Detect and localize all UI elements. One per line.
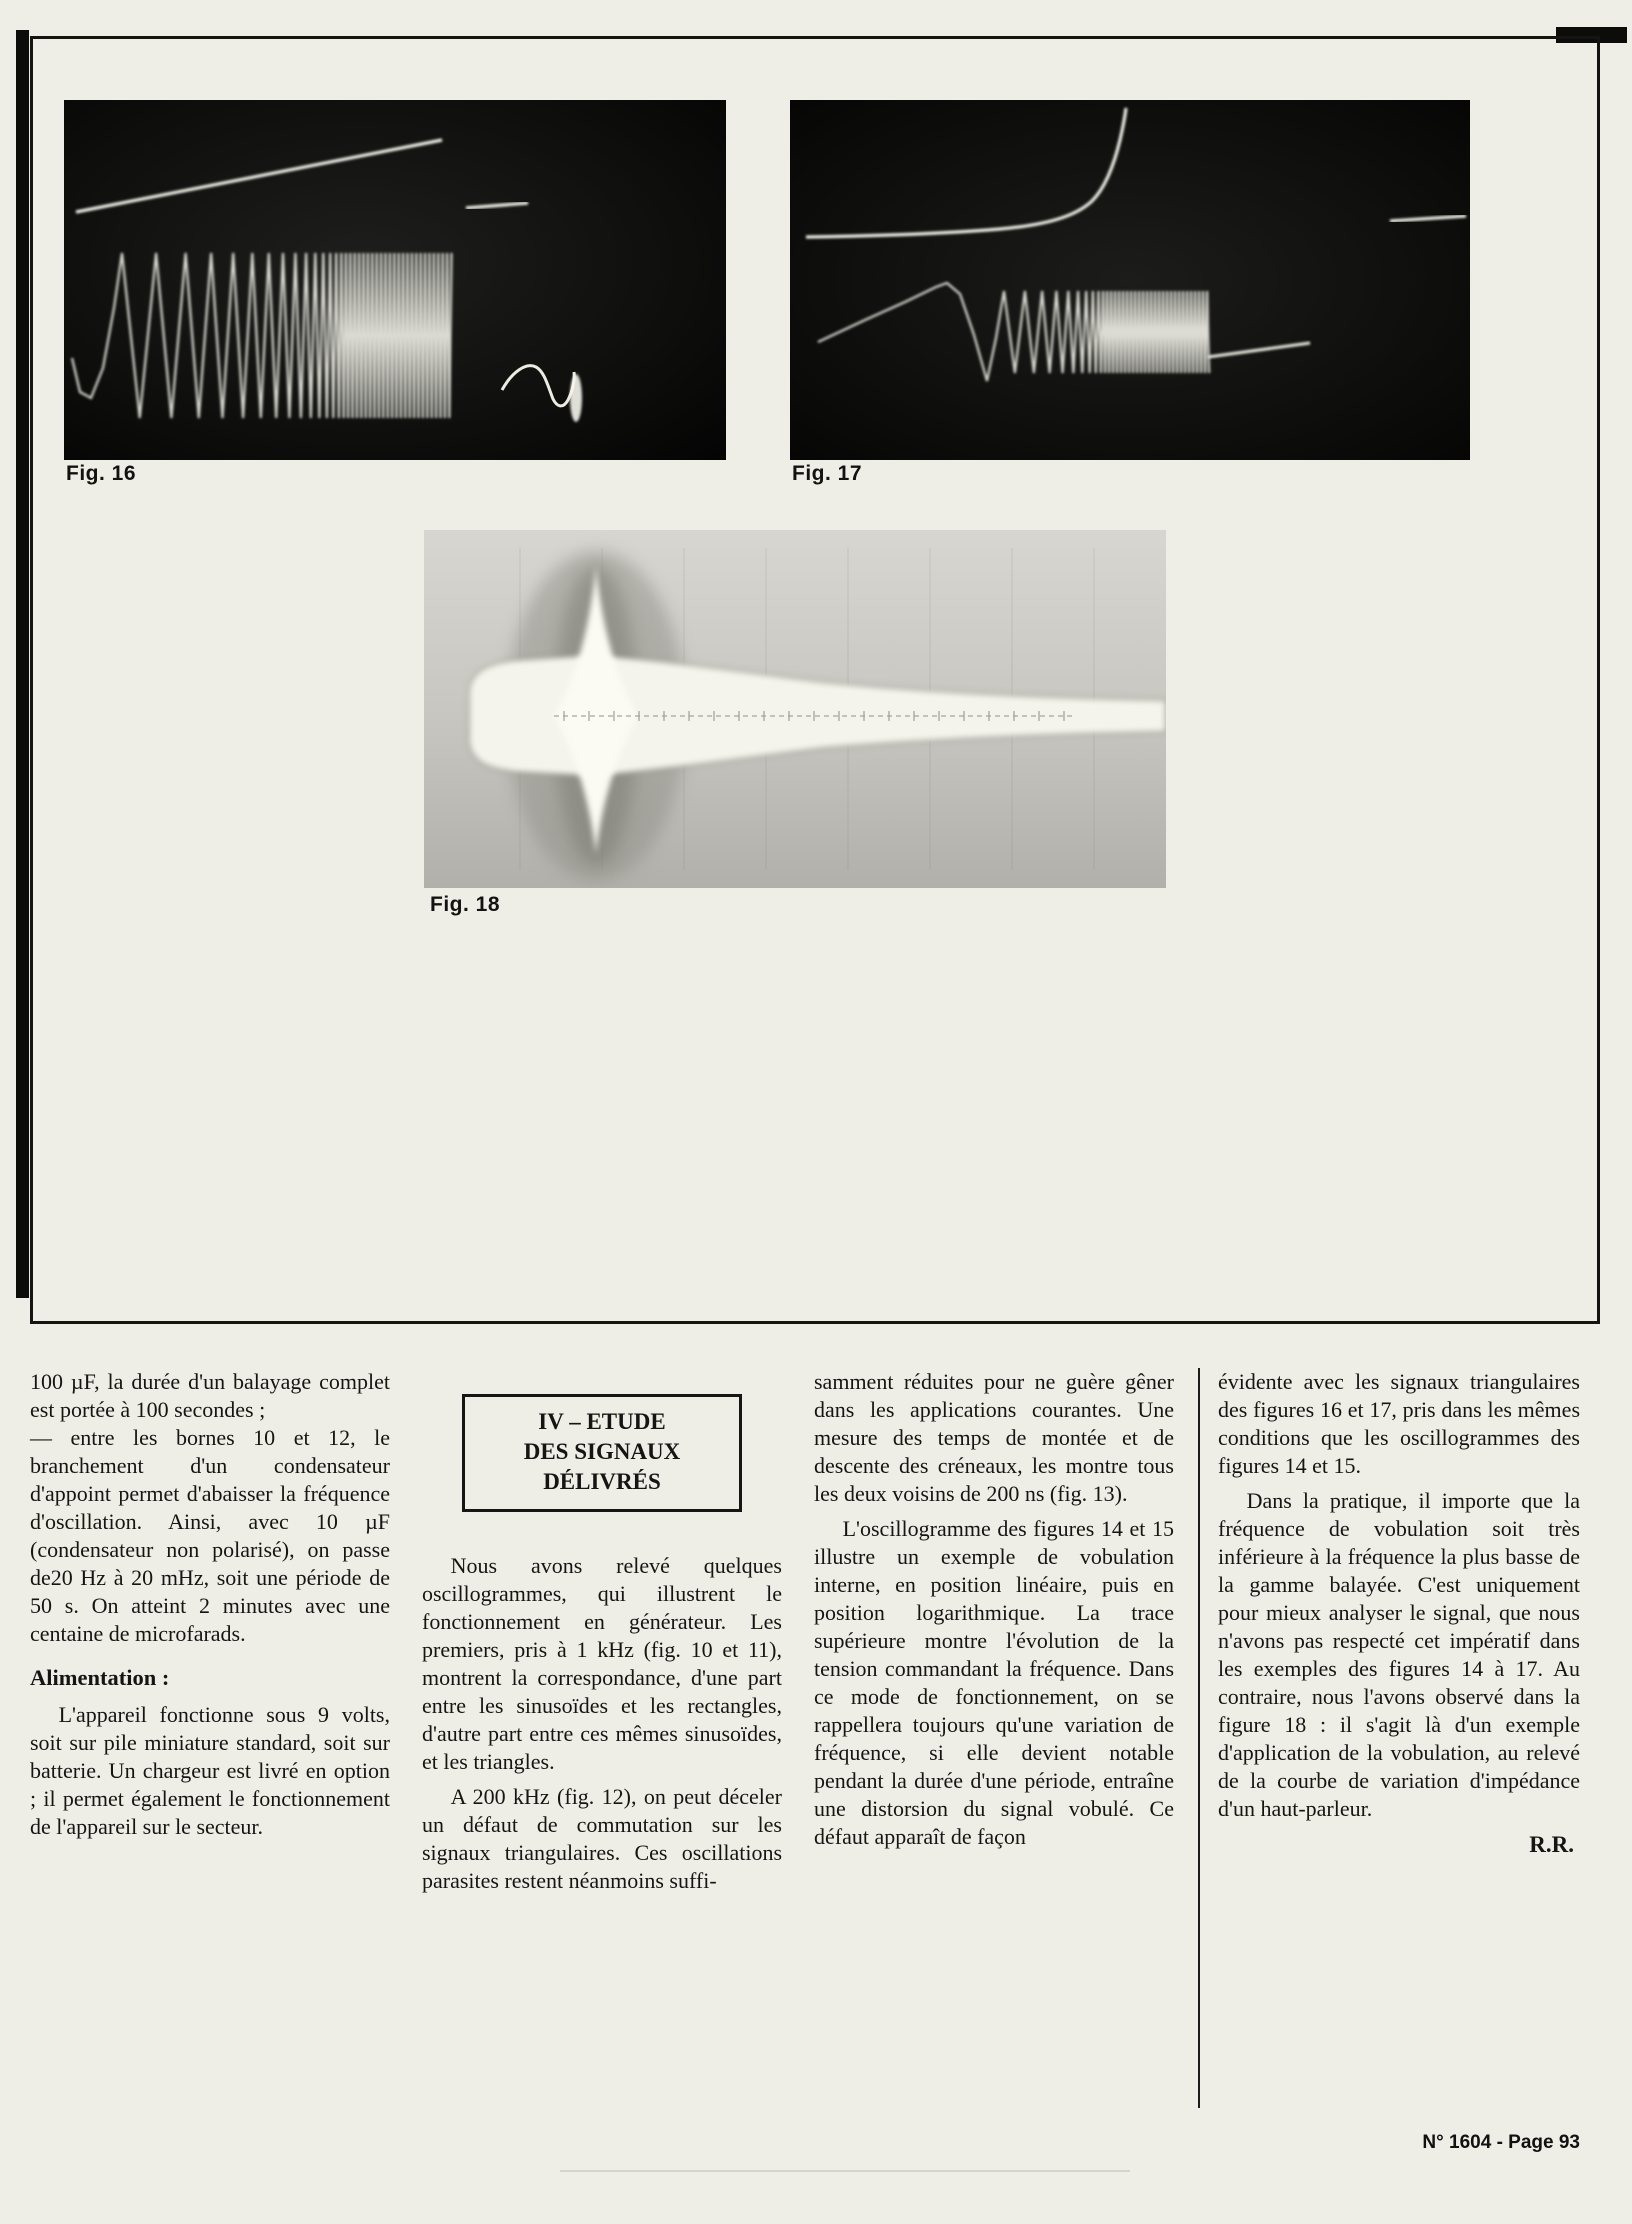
fig17-label: Fig. 17 [792,462,863,485]
paragraph: Dans la pratique, il importe que la fréquence de vobulation soit très inférieure à la fréquence la plus basse de la gamme balayée. C'est uniquement pour mieux analyser le signal, que nous n'avons pas respecté cet impératif dans les exemples des figures 14 à 17. Au contraire, nous l'avons observé dans la figure 18 : il s'agit là d'un exemple d'application de la vobulation, au relevé de la courbe de variation d'impédance d'un haut-parleur. [1218,1488,1580,1821]
text-column-4 [1218,1368,1580,1859]
fig16-label: Fig. 16 [66,462,137,485]
fig16-oscilloscope-photo [64,100,726,460]
author-signature: R.R. [1529,1832,1574,1857]
section-title-line: DÉLIVRÉS [543,1469,661,1494]
paragraph: A 200 kHz (fig. 12), on peut déceler un défaut de commutation sur les signaux triangulaires. Ces oscillations parasites restent néanmoins suffi- [422,1784,782,1893]
paragraph: L'appareil fonctionne sous 9 volts, soit sur pile miniature standard, soit sur batterie. Un chargeur est livré en option ; il permet également le fonctionnement de l'appareil sur le secteur. [30,1702,390,1839]
fig18-oscilloscope-photo [424,530,1166,888]
paragraph: — entre les bornes 10 et 12, le branchement d'un condensateur d'appoint permet d'abaisser la fréquence d'oscillation. Ainsi, avec 10 µF (condensateur non polarisé), on passe de20 Hz à 20 mHz, soit une période de 50 s. On atteint 2 minutes avec une centaine de microfarads. [30,1425,390,1646]
fig17-oscilloscope-photo [790,100,1470,460]
text-column-2 [422,1368,782,1895]
fig16-drawing [64,100,726,460]
scan-artifact-line [560,2170,1130,2172]
text-column-1 [30,1368,390,1841]
alimentation-heading: Alimentation : [30,1665,170,1690]
paragraph: 100 µF, la durée d'un balayage complet est portée à 100 secondes ; [30,1369,390,1422]
text-column-3 [814,1368,1174,1851]
section-title-line: DES SIGNAUX [523,1439,681,1464]
paragraph: évidente avec les signaux triangulaires des figures 16 et 17, pris dans les mêmes conditions que les oscillogrammes des figures 14 et 15. [1218,1369,1580,1478]
paragraph: L'oscillogramme des figures 14 et 15 illustre un exemple de vobulation interne, en position linéaire, puis en position logarithmique. La trace supérieure montre l'évolution de la tension commandant la fréquence. Dans ce mode de fonctionnement, on se rappellera toujours qu'une variation de fréquence, si elle devient notable pendant la durée d'une période, entraîne une distorsion du signal vobulé. Ce défaut apparaît de façon [814,1516,1174,1849]
paragraph: samment réduites pour ne guère gêner dans les applications courantes. Une mesure des temps de montée et de descente des créneaux, les montre tous les deux voisins de 200 ns (fig. 13). [814,1369,1174,1506]
fig18-drawing [424,530,1166,888]
page-number-footer: N° 1604 - Page 93 [1422,2132,1580,2153]
left-ink-bar [16,30,29,1298]
fig17-drawing [790,100,1470,460]
fig18-label: Fig. 18 [430,893,501,916]
section-title-line: IV – ETUDE [538,1409,666,1434]
column-divider-rule [1198,1368,1200,2108]
section-title-box [462,1394,742,1512]
paragraph: Nous avons relevé quelques oscillogrammes, qui illustrent le fonctionnement en générateur. Les premiers, pris à 1 kHz (fig. 10 et 11), montrent la correspondance, d'une part entre les sinusoïdes et les rectangles, d'autre part entre ces mêmes sinusoïdes, et les triangles. [422,1553,782,1774]
bright-spot [570,374,582,422]
